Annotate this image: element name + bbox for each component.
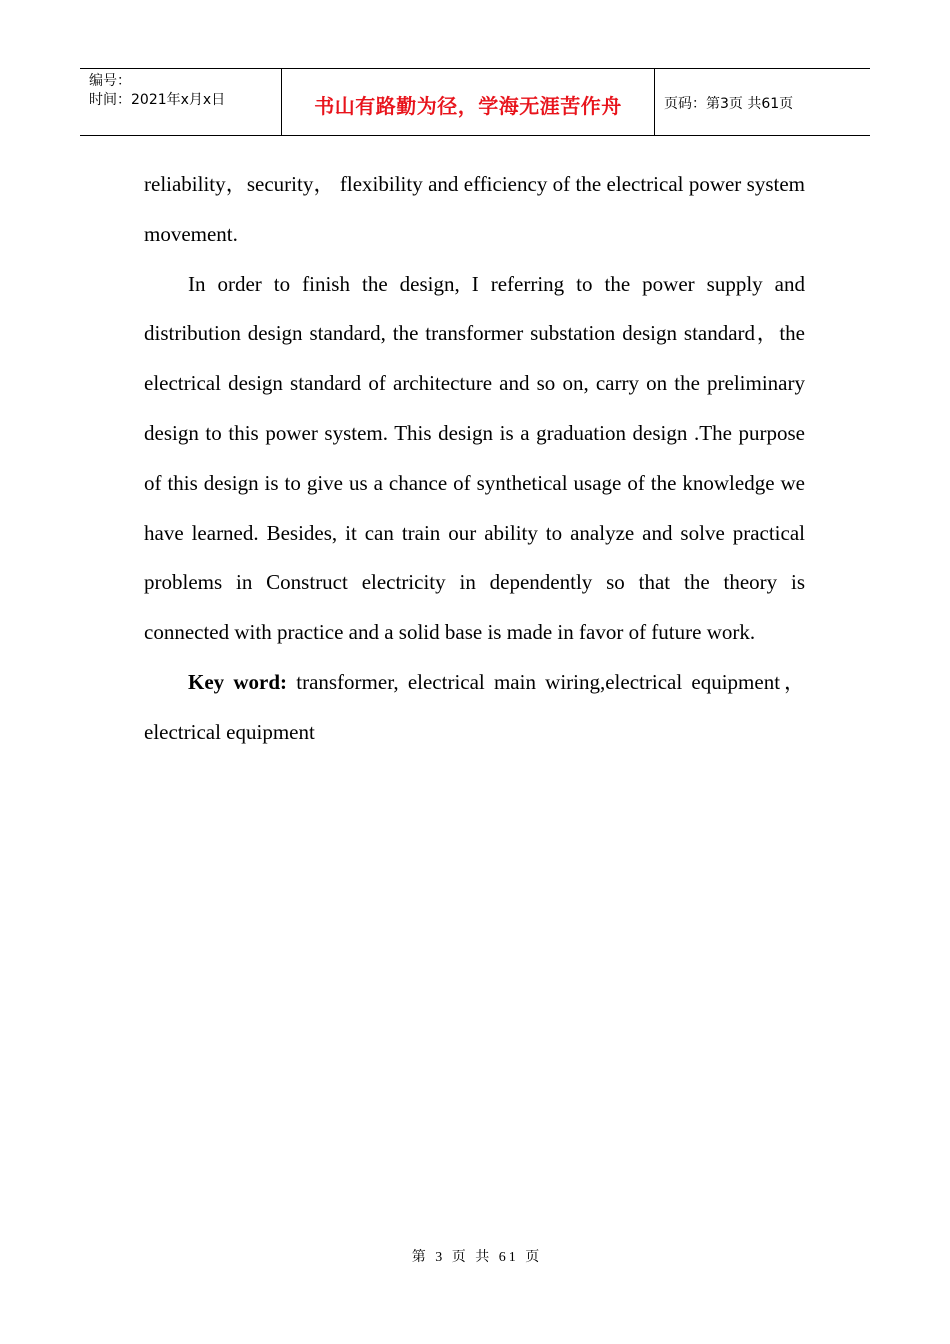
header-meta-cell — [80, 69, 282, 135]
page-footer: 第 3 页 共 61 页 — [411, 1250, 543, 1265]
document-number-label: 编号： — [89, 73, 131, 89]
page-header — [80, 68, 870, 136]
document-date-label: 时间：2021年x月x日 — [89, 92, 226, 108]
keywords-text: transformer, electrical main wiring,electrical equipment，electrical equipment — [144, 669, 805, 744]
keywords-label: Key word: — [188, 669, 288, 694]
keywords-paragraph — [144, 658, 805, 758]
paragraph-design-summary: In order to finish the design, I referring to the power supply and distribution design standard, the transformer substation design standard，the electrical design standard of architecture and so on, carry on the preliminary design to this power system. This design is a graduation design .The purpose of this design is to give us a chance of synthetical usage of the knowledge we have learned. Besides, it can train our ability to analyze and solve practical problems in Construct electricity in dependently so that the theory is connected with practice and a solid base is made in favor of future work. — [144, 271, 805, 645]
paragraph-continuation: reliability，security， flexibility and efficiency of the electrical power system movement. — [144, 172, 805, 246]
header-page-info: 页码：第3页 共61页 — [664, 96, 794, 112]
header-motto-cell — [282, 69, 655, 135]
document-body — [144, 160, 805, 758]
header-motto: 书山有路勤为径，学海无涯苦作舟 — [314, 93, 622, 118]
